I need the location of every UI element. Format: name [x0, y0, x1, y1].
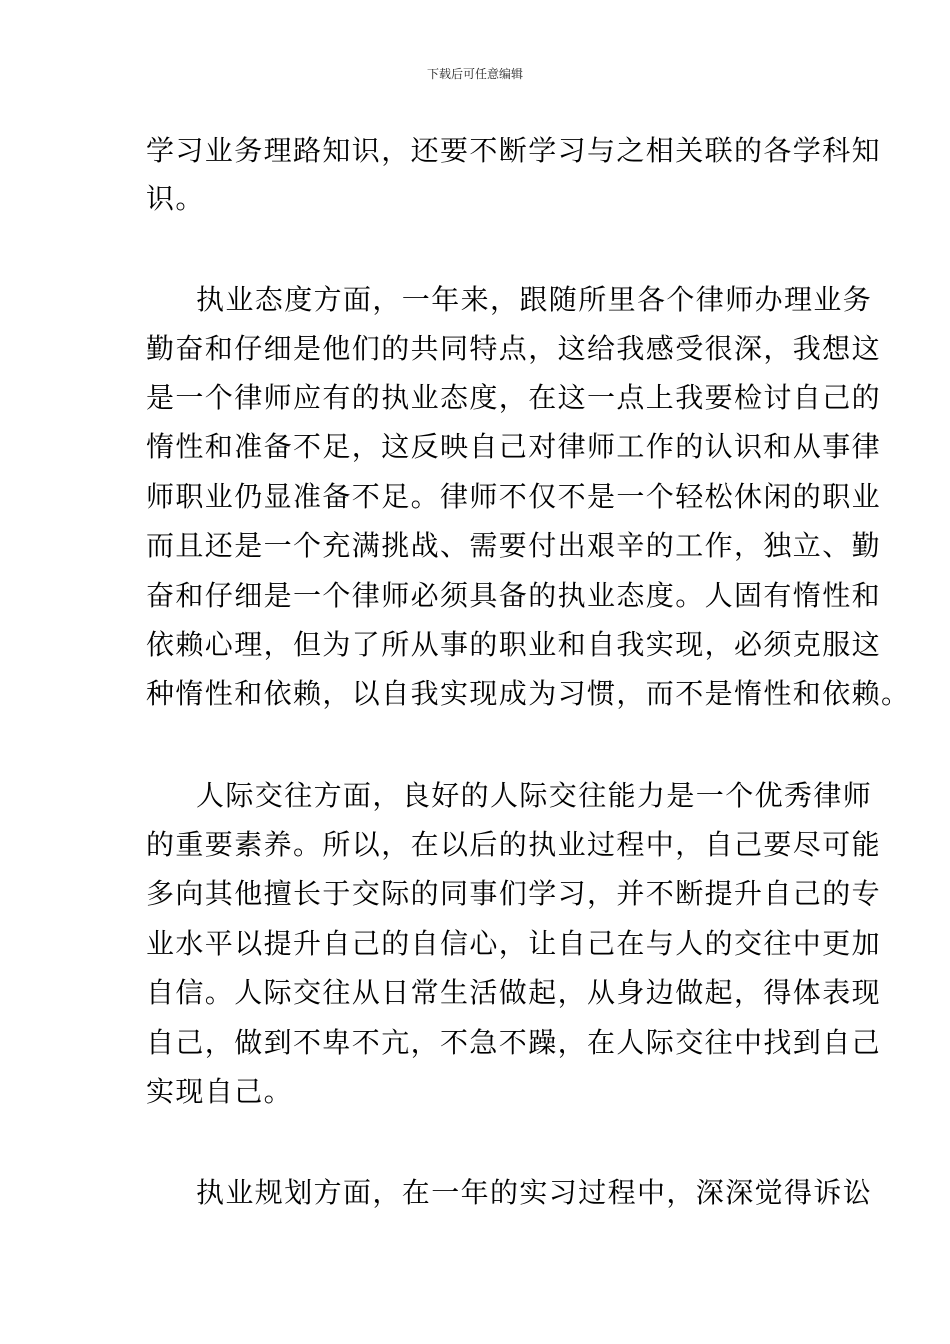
paragraph-line: 是一个律师应有的执业态度，在这一点上我要检讨自己的 — [146, 381, 882, 414]
paragraph-line: 多向其他擅长于交际的同事们学习，并不断提升自己的专 — [146, 877, 882, 910]
paragraph-line: 人际交往方面，良好的人际交往能力是一个优秀律师 — [196, 779, 873, 812]
paragraph-line: 师职业仍显准备不足。律师不仅不是一个轻松休闲的职业 — [146, 480, 882, 513]
paragraph-line: 奋和仔细是一个律师必须具备的执业态度。人固有惰性和 — [146, 579, 882, 612]
paragraph-line: 业水平以提升自己的自信心，让自己在与人的交往中更加 — [146, 927, 882, 960]
paragraph-line: 依赖心理，但为了所从事的职业和自我实现，必须克服这 — [146, 628, 882, 661]
paragraph-line: 的重要素养。所以，在以后的执业过程中，自己要尽可能 — [146, 828, 882, 861]
paragraph-line: 种惰性和依赖，以自我实现成为习惯，而不是惰性和依赖。 — [146, 677, 911, 710]
paragraph-line: 勤奋和仔细是他们的共同特点，这给我感受很深，我想这 — [146, 332, 882, 365]
paragraph-line: 自己，做到不卑不亢，不急不躁，在人际交往中找到自己 — [146, 1026, 882, 1059]
paragraph-line: 执业规划方面，在一年的实习过程中，深深觉得诉讼 — [196, 1176, 873, 1209]
paragraph-line: 执业态度方面，一年来，跟随所里各个律师办理业务 — [196, 283, 873, 316]
paragraph-line: 自信。人际交往从日常生活做起，从身边做起，得体表现 — [146, 976, 882, 1009]
paragraph-line: 实现自己。 — [146, 1075, 294, 1108]
paragraph-line: 识。 — [146, 182, 205, 215]
paragraph-line: 而且还是一个充满挑战、需要付出艰辛的工作，独立、勤 — [146, 529, 882, 562]
paragraph-line: 惰性和准备不足，这反映自己对律师工作的认识和从事律 — [146, 430, 882, 463]
page-header: 下载后可任意编辑 — [426, 67, 523, 81]
paragraph-line: 学习业务理路知识，还要不断学习与之相关联的各学科知 — [146, 134, 882, 167]
